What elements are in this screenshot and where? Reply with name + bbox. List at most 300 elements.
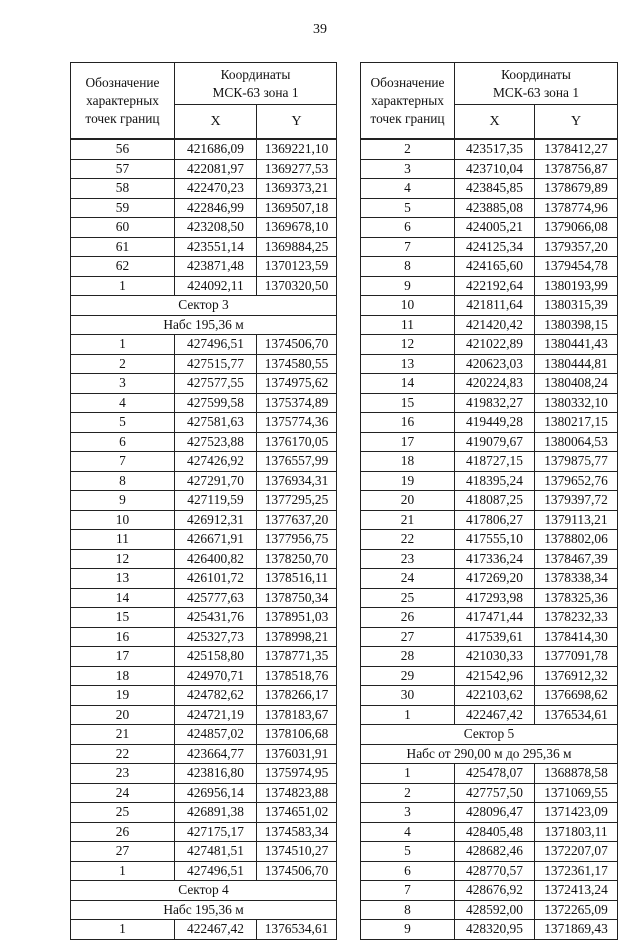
point-number: 8 bbox=[361, 257, 455, 277]
x-coordinate: 423664,77 bbox=[175, 744, 257, 764]
point-number: 6 bbox=[71, 432, 175, 452]
table-row bbox=[361, 764, 618, 784]
y-coordinate: 1380444,81 bbox=[535, 354, 618, 374]
x-coordinate: 417293,98 bbox=[455, 588, 535, 608]
section-row bbox=[361, 725, 618, 745]
table-row bbox=[361, 647, 618, 667]
x-coordinate: 425431,76 bbox=[175, 608, 257, 628]
point-number: 5 bbox=[361, 842, 455, 862]
point-number: 15 bbox=[361, 393, 455, 413]
table-row bbox=[361, 257, 618, 277]
x-coordinate: 425777,63 bbox=[175, 588, 257, 608]
table-row bbox=[71, 705, 337, 725]
y-coordinate: 1377295,25 bbox=[257, 491, 337, 511]
y-coordinate: 1378106,68 bbox=[257, 725, 337, 745]
table-row bbox=[71, 198, 337, 218]
x-coordinate: 421542,96 bbox=[455, 666, 535, 686]
point-number: 13 bbox=[361, 354, 455, 374]
point-number: 61 bbox=[71, 237, 175, 257]
x-coordinate: 419832,27 bbox=[455, 393, 535, 413]
y-coordinate: 1379397,72 bbox=[535, 491, 618, 511]
table-row bbox=[71, 413, 337, 433]
point-number: 17 bbox=[71, 647, 175, 667]
table-row bbox=[71, 218, 337, 238]
table-row bbox=[71, 803, 337, 823]
x-coordinate: 427481,51 bbox=[175, 842, 257, 862]
point-number: 20 bbox=[71, 705, 175, 725]
x-coordinate: 417539,61 bbox=[455, 627, 535, 647]
x-coordinate: 424970,71 bbox=[175, 666, 257, 686]
y-coordinate: 1380217,15 bbox=[535, 413, 618, 433]
point-number: 1 bbox=[361, 705, 455, 725]
table-row bbox=[361, 491, 618, 511]
x-coordinate: 423816,80 bbox=[175, 764, 257, 784]
y-coordinate: 1375974,95 bbox=[257, 764, 337, 784]
point-number: 11 bbox=[361, 315, 455, 335]
y-coordinate: 1380193,99 bbox=[535, 276, 618, 296]
y-coordinate: 1374823,88 bbox=[257, 783, 337, 803]
coordinates-table-right bbox=[360, 62, 618, 940]
point-number: 19 bbox=[361, 471, 455, 491]
x-coordinate: 423845,85 bbox=[455, 179, 535, 199]
point-number: 21 bbox=[361, 510, 455, 530]
point-number: 16 bbox=[71, 627, 175, 647]
point-number: 6 bbox=[361, 218, 455, 238]
x-coordinate: 422081,97 bbox=[175, 159, 257, 179]
x-coordinate: 417471,44 bbox=[455, 608, 535, 628]
x-coordinate: 421022,89 bbox=[455, 335, 535, 355]
point-number: 24 bbox=[71, 783, 175, 803]
coordinates-header: Координаты МСК-63 зона 1 bbox=[175, 63, 337, 105]
section-title: Сектор 3 bbox=[71, 296, 337, 316]
y-coordinate: 1378232,33 bbox=[535, 608, 618, 628]
x-coordinate: 423208,50 bbox=[175, 218, 257, 238]
table-row bbox=[361, 783, 618, 803]
section-title: Набс 195,36 м bbox=[71, 900, 337, 920]
x-coordinate: 426400,82 bbox=[175, 549, 257, 569]
x-coordinate: 428682,46 bbox=[455, 842, 535, 862]
x-coordinate: 427496,51 bbox=[175, 861, 257, 881]
point-number: 15 bbox=[71, 608, 175, 628]
point-number: 62 bbox=[71, 257, 175, 277]
table-row bbox=[71, 861, 337, 881]
x-coordinate: 428770,57 bbox=[455, 861, 535, 881]
y-coordinate: 1378774,96 bbox=[535, 198, 618, 218]
point-number: 13 bbox=[71, 569, 175, 589]
point-number: 19 bbox=[71, 686, 175, 706]
x-coordinate: 423551,14 bbox=[175, 237, 257, 257]
x-header: X bbox=[455, 105, 535, 140]
y-coordinate: 1368878,58 bbox=[535, 764, 618, 784]
x-coordinate: 427175,17 bbox=[175, 822, 257, 842]
point-number: 5 bbox=[71, 413, 175, 433]
section-row bbox=[361, 744, 618, 764]
y-coordinate: 1378998,21 bbox=[257, 627, 337, 647]
point-number: 2 bbox=[361, 783, 455, 803]
section-row bbox=[71, 900, 337, 920]
table-row bbox=[361, 296, 618, 316]
y-coordinate: 1379113,21 bbox=[535, 510, 618, 530]
x-coordinate: 426891,38 bbox=[175, 803, 257, 823]
y-coordinate: 1378679,89 bbox=[535, 179, 618, 199]
table-row bbox=[361, 315, 618, 335]
y-coordinate: 1380064,53 bbox=[535, 432, 618, 452]
table-row bbox=[71, 920, 337, 940]
x-coordinate: 424165,60 bbox=[455, 257, 535, 277]
y-coordinate: 1374510,27 bbox=[257, 842, 337, 862]
table-row bbox=[71, 764, 337, 784]
x-coordinate: 422103,62 bbox=[455, 686, 535, 706]
table-body-right bbox=[361, 139, 618, 939]
table-row bbox=[361, 139, 618, 159]
x-coordinate: 421030,33 bbox=[455, 647, 535, 667]
point-number: 4 bbox=[71, 393, 175, 413]
table-row bbox=[71, 393, 337, 413]
x-coordinate: 418727,15 bbox=[455, 452, 535, 472]
table-row bbox=[361, 237, 618, 257]
table-row bbox=[361, 569, 618, 589]
y-coordinate: 1370123,59 bbox=[257, 257, 337, 277]
table-row bbox=[361, 510, 618, 530]
x-coordinate: 420623,03 bbox=[455, 354, 535, 374]
x-coordinate: 419449,28 bbox=[455, 413, 535, 433]
table-row bbox=[71, 822, 337, 842]
point-number: 8 bbox=[71, 471, 175, 491]
x-coordinate: 427757,50 bbox=[455, 783, 535, 803]
table-row bbox=[361, 471, 618, 491]
designation-header: Обозначение характерных точек границ bbox=[71, 63, 175, 140]
point-number: 8 bbox=[361, 900, 455, 920]
y-coordinate: 1378467,39 bbox=[535, 549, 618, 569]
point-number: 3 bbox=[361, 803, 455, 823]
y-coordinate: 1378250,70 bbox=[257, 549, 337, 569]
table-row bbox=[361, 335, 618, 355]
x-coordinate: 421686,09 bbox=[175, 139, 257, 159]
x-coordinate: 424092,11 bbox=[175, 276, 257, 296]
table-row bbox=[361, 861, 618, 881]
table-row bbox=[361, 179, 618, 199]
x-coordinate: 417806,27 bbox=[455, 510, 535, 530]
point-number: 26 bbox=[361, 608, 455, 628]
section-title: Набс от 290,00 м до 295,36 м bbox=[361, 744, 618, 764]
table-row bbox=[71, 588, 337, 608]
y-coordinate: 1374583,34 bbox=[257, 822, 337, 842]
x-coordinate: 423885,08 bbox=[455, 198, 535, 218]
table-row bbox=[361, 627, 618, 647]
y-coordinate: 1376934,31 bbox=[257, 471, 337, 491]
y-coordinate: 1369507,18 bbox=[257, 198, 337, 218]
table-row bbox=[361, 822, 618, 842]
point-number: 27 bbox=[361, 627, 455, 647]
y-coordinate: 1369884,25 bbox=[257, 237, 337, 257]
y-coordinate: 1378951,03 bbox=[257, 608, 337, 628]
table-row bbox=[361, 549, 618, 569]
y-coordinate: 1371803,11 bbox=[535, 822, 618, 842]
point-number: 14 bbox=[361, 374, 455, 394]
x-coordinate: 426956,14 bbox=[175, 783, 257, 803]
point-number: 59 bbox=[71, 198, 175, 218]
x-coordinate: 423871,48 bbox=[175, 257, 257, 277]
y-coordinate: 1379652,76 bbox=[535, 471, 618, 491]
y-coordinate: 1372413,24 bbox=[535, 881, 618, 901]
y-coordinate: 1371423,09 bbox=[535, 803, 618, 823]
point-number: 17 bbox=[361, 432, 455, 452]
y-coordinate: 1375374,89 bbox=[257, 393, 337, 413]
point-number: 1 bbox=[71, 920, 175, 940]
x-coordinate: 423710,04 bbox=[455, 159, 535, 179]
table-row bbox=[71, 335, 337, 355]
y-coordinate: 1372265,09 bbox=[535, 900, 618, 920]
y-coordinate: 1374975,62 bbox=[257, 374, 337, 394]
page-number: 39 bbox=[313, 22, 327, 37]
table-row bbox=[71, 744, 337, 764]
section-title: Набс 195,36 м bbox=[71, 315, 337, 335]
point-number: 28 bbox=[361, 647, 455, 667]
table-row bbox=[71, 237, 337, 257]
x-coordinate: 428096,47 bbox=[455, 803, 535, 823]
table-row bbox=[71, 686, 337, 706]
x-coordinate: 424857,02 bbox=[175, 725, 257, 745]
x-coordinate: 427599,58 bbox=[175, 393, 257, 413]
x-coordinate: 424721,19 bbox=[175, 705, 257, 725]
x-coordinate: 425158,80 bbox=[175, 647, 257, 667]
y-coordinate: 1378266,17 bbox=[257, 686, 337, 706]
point-number: 25 bbox=[71, 803, 175, 823]
x-coordinate: 427577,55 bbox=[175, 374, 257, 394]
y-coordinate: 1376534,61 bbox=[535, 705, 618, 725]
coordinates-table-left bbox=[70, 62, 337, 940]
point-number: 7 bbox=[361, 237, 455, 257]
y-coordinate: 1371869,43 bbox=[535, 920, 618, 940]
y-coordinate: 1376534,61 bbox=[257, 920, 337, 940]
table-row bbox=[71, 530, 337, 550]
point-number: 4 bbox=[361, 822, 455, 842]
table-row bbox=[71, 257, 337, 277]
x-coordinate: 417336,24 bbox=[455, 549, 535, 569]
point-number: 1 bbox=[71, 335, 175, 355]
y-coordinate: 1369678,10 bbox=[257, 218, 337, 238]
table-row bbox=[361, 354, 618, 374]
y-coordinate: 1374651,02 bbox=[257, 803, 337, 823]
y-coordinate: 1378750,34 bbox=[257, 588, 337, 608]
table-row bbox=[361, 413, 618, 433]
table-row bbox=[71, 432, 337, 452]
x-coordinate: 422192,64 bbox=[455, 276, 535, 296]
table-row bbox=[71, 159, 337, 179]
table-row bbox=[71, 783, 337, 803]
x-coordinate: 425478,07 bbox=[455, 764, 535, 784]
table-row bbox=[361, 276, 618, 296]
y-header: Y bbox=[257, 105, 337, 140]
y-coordinate: 1376698,62 bbox=[535, 686, 618, 706]
y-coordinate: 1374506,70 bbox=[257, 335, 337, 355]
point-number: 7 bbox=[71, 452, 175, 472]
point-number: 1 bbox=[361, 764, 455, 784]
y-coordinate: 1369277,53 bbox=[257, 159, 337, 179]
x-coordinate: 419079,67 bbox=[455, 432, 535, 452]
point-number: 3 bbox=[71, 374, 175, 394]
x-coordinate: 424125,34 bbox=[455, 237, 535, 257]
y-coordinate: 1380332,10 bbox=[535, 393, 618, 413]
section-row bbox=[71, 315, 337, 335]
table-row bbox=[361, 666, 618, 686]
x-coordinate: 421420,42 bbox=[455, 315, 535, 335]
point-number: 14 bbox=[71, 588, 175, 608]
section-title: Сектор 5 bbox=[361, 725, 618, 745]
table-row bbox=[71, 471, 337, 491]
x-coordinate: 426101,72 bbox=[175, 569, 257, 589]
table-row bbox=[71, 725, 337, 745]
designation-header: Обозначение характерных точек границ bbox=[361, 63, 455, 140]
y-coordinate: 1380408,24 bbox=[535, 374, 618, 394]
table-row bbox=[361, 900, 618, 920]
y-coordinate: 1370320,50 bbox=[257, 276, 337, 296]
y-coordinate: 1378771,35 bbox=[257, 647, 337, 667]
y-coordinate: 1378183,67 bbox=[257, 705, 337, 725]
point-number: 30 bbox=[361, 686, 455, 706]
point-number: 57 bbox=[71, 159, 175, 179]
x-coordinate: 424005,21 bbox=[455, 218, 535, 238]
point-number: 9 bbox=[71, 491, 175, 511]
x-coordinate: 426912,31 bbox=[175, 510, 257, 530]
point-number: 22 bbox=[71, 744, 175, 764]
table-row bbox=[361, 920, 618, 940]
table-row bbox=[71, 491, 337, 511]
point-number: 23 bbox=[71, 764, 175, 784]
y-coordinate: 1372207,07 bbox=[535, 842, 618, 862]
table-row bbox=[361, 588, 618, 608]
table-row bbox=[71, 452, 337, 472]
x-coordinate: 428405,48 bbox=[455, 822, 535, 842]
point-number: 24 bbox=[361, 569, 455, 589]
x-coordinate: 425327,73 bbox=[175, 627, 257, 647]
y-coordinate: 1378802,06 bbox=[535, 530, 618, 550]
x-coordinate: 420224,83 bbox=[455, 374, 535, 394]
point-number: 7 bbox=[361, 881, 455, 901]
table-row bbox=[361, 393, 618, 413]
table-row bbox=[361, 705, 618, 725]
x-coordinate: 422470,23 bbox=[175, 179, 257, 199]
y-coordinate: 1377091,78 bbox=[535, 647, 618, 667]
x-coordinate: 428592,00 bbox=[455, 900, 535, 920]
coordinates-header: Координаты МСК-63 зона 1 bbox=[455, 63, 618, 105]
point-number: 2 bbox=[361, 139, 455, 159]
point-number: 18 bbox=[361, 452, 455, 472]
y-coordinate: 1377956,75 bbox=[257, 530, 337, 550]
x-coordinate: 427119,59 bbox=[175, 491, 257, 511]
point-number: 22 bbox=[361, 530, 455, 550]
y-coordinate: 1380398,15 bbox=[535, 315, 618, 335]
section-title: Сектор 4 bbox=[71, 881, 337, 901]
table-row bbox=[361, 432, 618, 452]
y-coordinate: 1378412,27 bbox=[535, 139, 618, 159]
y-coordinate: 1378516,11 bbox=[257, 569, 337, 589]
table-row bbox=[361, 608, 618, 628]
y-coordinate: 1376557,99 bbox=[257, 452, 337, 472]
table-row bbox=[71, 666, 337, 686]
x-coordinate: 417269,20 bbox=[455, 569, 535, 589]
y-coordinate: 1376031,91 bbox=[257, 744, 337, 764]
x-coordinate: 427426,92 bbox=[175, 452, 257, 472]
point-number: 2 bbox=[71, 354, 175, 374]
point-number: 18 bbox=[71, 666, 175, 686]
y-coordinate: 1378338,34 bbox=[535, 569, 618, 589]
point-number: 26 bbox=[71, 822, 175, 842]
point-number: 11 bbox=[71, 530, 175, 550]
y-coordinate: 1378325,36 bbox=[535, 588, 618, 608]
y-header: Y bbox=[535, 105, 618, 140]
table-body-left bbox=[71, 139, 337, 939]
point-number: 16 bbox=[361, 413, 455, 433]
table-row bbox=[361, 374, 618, 394]
table-row bbox=[361, 530, 618, 550]
point-number: 1 bbox=[71, 276, 175, 296]
table-row bbox=[71, 354, 337, 374]
y-coordinate: 1371069,55 bbox=[535, 783, 618, 803]
y-coordinate: 1375774,36 bbox=[257, 413, 337, 433]
x-coordinate: 422846,99 bbox=[175, 198, 257, 218]
point-number: 9 bbox=[361, 920, 455, 940]
table-row bbox=[71, 139, 337, 159]
table-row bbox=[71, 374, 337, 394]
x-coordinate: 427496,51 bbox=[175, 335, 257, 355]
y-coordinate: 1369221,10 bbox=[257, 139, 337, 159]
y-coordinate: 1372361,17 bbox=[535, 861, 618, 881]
point-number: 4 bbox=[361, 179, 455, 199]
table-row bbox=[71, 627, 337, 647]
x-coordinate: 428676,92 bbox=[455, 881, 535, 901]
y-coordinate: 1376912,32 bbox=[535, 666, 618, 686]
y-coordinate: 1374506,70 bbox=[257, 861, 337, 881]
x-coordinate: 428320,95 bbox=[455, 920, 535, 940]
table-row bbox=[361, 159, 618, 179]
y-coordinate: 1380441,43 bbox=[535, 335, 618, 355]
table-row bbox=[71, 510, 337, 530]
point-number: 29 bbox=[361, 666, 455, 686]
table-row bbox=[71, 647, 337, 667]
x-coordinate: 427515,77 bbox=[175, 354, 257, 374]
y-coordinate: 1379875,77 bbox=[535, 452, 618, 472]
x-coordinate: 427291,70 bbox=[175, 471, 257, 491]
x-coordinate: 426671,91 bbox=[175, 530, 257, 550]
point-number: 10 bbox=[361, 296, 455, 316]
point-number: 6 bbox=[361, 861, 455, 881]
point-number: 9 bbox=[361, 276, 455, 296]
y-coordinate: 1378518,76 bbox=[257, 666, 337, 686]
table-row bbox=[71, 608, 337, 628]
point-number: 10 bbox=[71, 510, 175, 530]
x-coordinate: 422467,42 bbox=[455, 705, 535, 725]
point-number: 1 bbox=[71, 861, 175, 881]
point-number: 60 bbox=[71, 218, 175, 238]
x-coordinate: 417555,10 bbox=[455, 530, 535, 550]
x-coordinate: 427581,63 bbox=[175, 413, 257, 433]
x-coordinate: 424782,62 bbox=[175, 686, 257, 706]
y-coordinate: 1378414,30 bbox=[535, 627, 618, 647]
table-row bbox=[361, 803, 618, 823]
y-coordinate: 1374580,55 bbox=[257, 354, 337, 374]
y-coordinate: 1376170,05 bbox=[257, 432, 337, 452]
point-number: 12 bbox=[71, 549, 175, 569]
x-coordinate: 427523,88 bbox=[175, 432, 257, 452]
table-row bbox=[71, 569, 337, 589]
point-number: 5 bbox=[361, 198, 455, 218]
table-row bbox=[71, 276, 337, 296]
table-row bbox=[361, 218, 618, 238]
y-coordinate: 1378756,87 bbox=[535, 159, 618, 179]
point-number: 56 bbox=[71, 139, 175, 159]
x-header: X bbox=[175, 105, 257, 140]
